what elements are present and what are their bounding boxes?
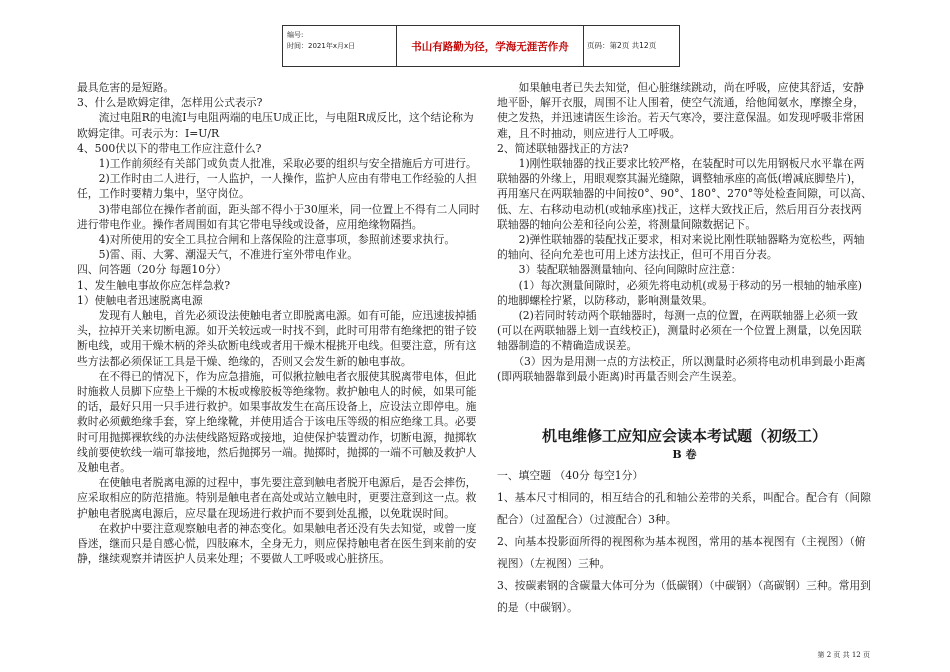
header-meta [287, 30, 355, 52]
paragraph: 在不得已的情况下，作为应急措施，可似揪拉触电者衣服使其脱离带电体，但此时施救人员脚下应垫上干燥的木板或橡胶板等绝缘物。救护触电人的时候，如果可能的话，最好只用一只手进行救护。如果事故发生在高压设备上，应设法立即停电。施救时必须戴绝缘手套，穿上绝缘靴，并使用适合于该电压等级的相应绝缘工具。必要时可用抛掷裸软线的办法使线路短路或接地，迫使保护装置动作，切断电源，抛掷软线前要使软线一端可靠接地，然后抛掷另一端。抛掷时，抛掷的一端不可触及救护人及触电者。 [77, 369, 477, 475]
paragraph: 如果触电者已失去知觉，但心脏继续跳动，尚在呼吸，应使其舒适，安静地平卧，解开衣服，周围不让人围着，使空气流通，给他闻氨水，摩擦全身，使之发热，并迅速请医生诊治。若天气寒冷，要注意保温。如发现呼吸非常困难，且不时抽动，则应进行人工呼吸。 [497, 81, 865, 140]
question-item: 2、向基本投影面所得的视图称为基本视图，常用的基本视图有（主视图）（俯视图）（左视图）三种。 [497, 535, 866, 570]
header-motto: 书山有路勤为径，学海无涯苦作舟 [411, 41, 569, 53]
paragraph: 1)刚性联轴器的找正要求比较严格，在装配时可以先用钢板尺水平靠在两联轴器的外缘上，用眼观察其漏光缝隙，调整轴承座的高低(增减底脚垫片)，再用塞尺在两联轴器的中间按0°、90°、180°、270°等处检查间隙，可以高、低、左、右移动电动机(或轴承座)找正，这样大致找正后，然后用百分表找两联轴器的轴向公差和径向公差，将测量间隙数据记下。 [497, 157, 872, 231]
question-item: 3、按碳素钢的含碳量大体可分为（低碳钢）（中碳钢）（高碳钢）三种。常用到的是（中碳钢）。 [497, 579, 871, 614]
section-heading: 四、问答题（20分 每题10分） [77, 263, 227, 277]
header-divider [396, 26, 397, 66]
paragraph: 在救护中要注意观察触电者的神态变化。如果触电者还没有失去知觉，或曾一度昏迷，继而只是自感心慌，四肢麻木，全身无力，则应保持触电者在医生到来前的安静，继续观察并请医护人员来处理；不要做人工呼吸或心脏挤压。 [77, 521, 477, 566]
doc-time: 时间：2021年x月x日 [287, 42, 356, 50]
page-footer: 第 2 页 共 12 页 [817, 651, 870, 659]
question-heading: 3、什么是欧姆定律，怎样用公式表示? [77, 96, 263, 110]
page-header [282, 25, 680, 67]
exam-title: 机电维修工应知应会读本考试题（初级工） [541, 427, 827, 445]
list-item: 1)工作前须经有关部门或负责人批准，采取必要的组织与安全措施后方可进行。 [77, 157, 477, 171]
list-item: 5)雷、雨、大雾、潮湿天气，不准进行室外带电作业。 [77, 248, 359, 262]
paragraph: 发现有人触电，首先必须设法使触电者立即脱离电源。如有可能，应迅速拔掉插头，拉掉开关来切断电源。如开关较远或一时找不到，此时可用带有绝缘把的钳子铰断电线，或用干燥木柄的斧头砍断电线或者用干燥木棍挑开电线。但要注意，所有这些方法都必须保证工具是干燥、绝缘的，否则又会发生新的触电事故。 [77, 309, 477, 368]
sub-heading: 1）使触电者迅速脱离电源 [77, 293, 203, 307]
list-item: 4)对所使用的安全工具拉合闸和上落保险的注意事项，参照前述要求执行。 [77, 233, 456, 247]
paragraph: 流过电阻R的电流I与电阻两端的电压U成正比，与电阻R成反比，这个结论称为欧姆定律。可表示为：I=U/R [77, 111, 474, 140]
list-item: 2)工作时由二人进行，一人监护，一人操作，监护人应由有带电工作经验的人担任，工作时要精力集中，坚守岗位。 [77, 172, 477, 201]
paragraph: 2)弹性联轴器的装配找正要求，相对来说比刚性联轴器略为宽松些，两轴的轴向、径向允差也可用上述方法找正，但可不用百分表。 [497, 233, 865, 262]
doc-number: 编号: [287, 31, 304, 39]
question-heading: 1、发生触电事故你应怎样急救? [77, 278, 231, 292]
paragraph: （3）因为是用测一点的方法校正，所以测量时必须将电动机串到最小距离(即两联轴器靠到最小距离)时再量否则会产生误差。 [497, 354, 866, 383]
header-page-number: 页码：第2页 共12页 [587, 41, 657, 50]
header-divider [583, 26, 584, 66]
paragraph: 在使触电者脱离电源的过程中，事先要注意到触电者脱开电源后，是否会摔伤，应采取相应的防范措施。特别是触电者在高处或站立触电时，更要注意到这一点。救护触电者脱离电源后，应尽量在现场进行救护而不要到处乱搬，以免耽误时间。 [77, 476, 477, 520]
paragraph: 最具危害的是短路。 [77, 81, 175, 94]
question-item: 1、基本尺寸相同的，相互结合的孔和轴公差带的关系，叫配合。配合有（间隙配合）（过盈配合）（过渡配合）3种。 [497, 491, 871, 526]
fill-in-section [497, 465, 872, 619]
left-column [77, 80, 483, 567]
paragraph: 3）装配联轴器测量轴向、径向间隙时应注意： [497, 263, 742, 277]
question-heading: 2、简述联轴器找正的方法? [497, 141, 629, 155]
paragraph: (2)若同时转动两个联轴器时，每测一点的位置，在两联轴器上必须一致(可以在两联轴器上划一直线校正)，测量时必须在一个位置上测量，以免因联轴器制造的不精确造成误差。 [497, 309, 862, 353]
right-column [497, 80, 872, 384]
exam-subtitle: B 卷 [672, 448, 697, 461]
paragraph: (1）每次测量间隙时，必须先将电动机(或易于移动的另一根轴的轴承座)的地脚螺栓拧紧，以防移动，影响测量效果。 [497, 278, 863, 307]
section-heading: 一、填空题 （40分 每空1分） [497, 469, 644, 482]
question-heading: 4、500伏以下的带电工作应注意什么? [77, 141, 262, 155]
list-item: 3)带电部位在操作者前面，距头部不得小于30厘米，同一位置上不得有二人同时进行带电作业。操作者周围如有其它带电导线或设备，应用绝缘物隔挡。 [77, 202, 480, 231]
